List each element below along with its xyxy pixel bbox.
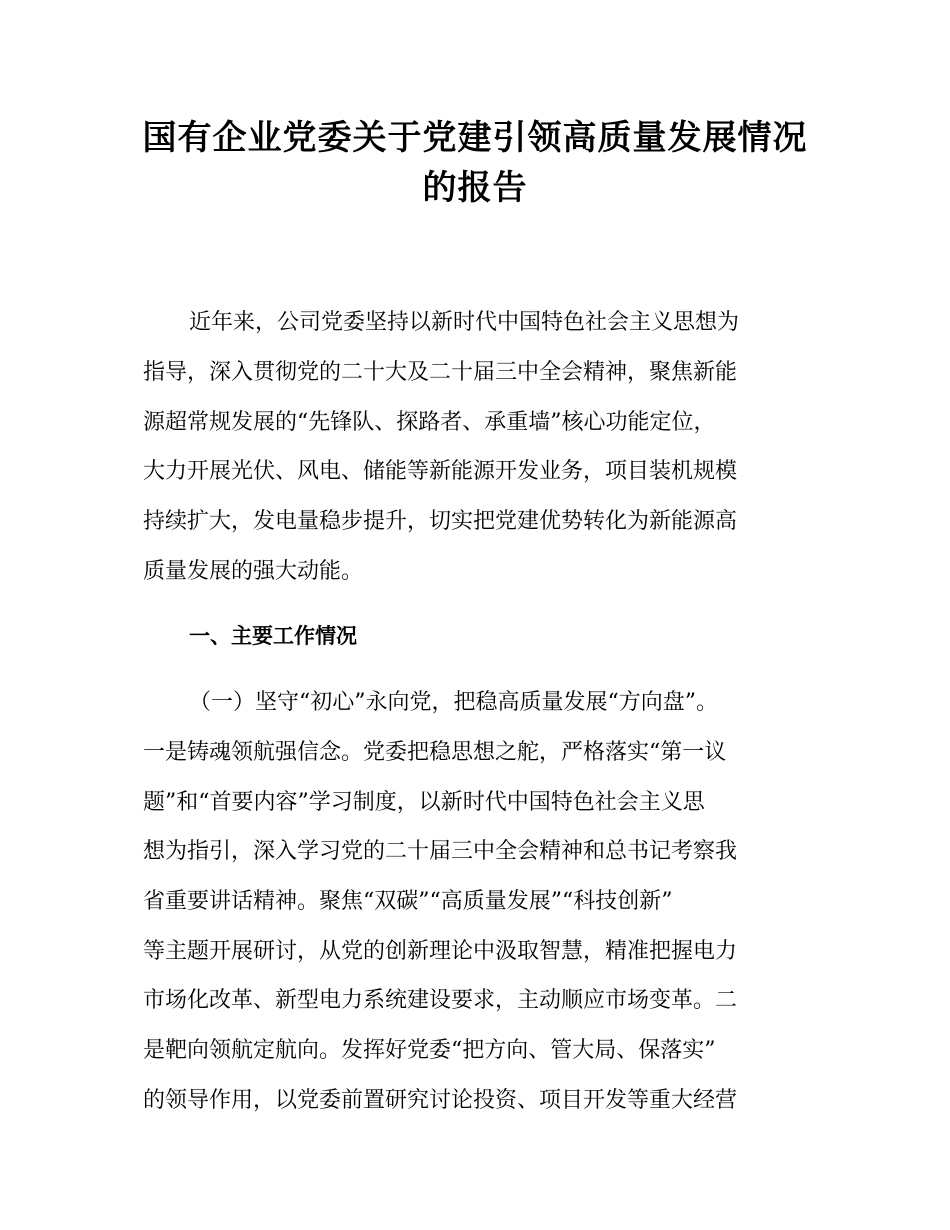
body-line: 想为指引，深入学习党的二十届三中全会精神和总书记考察我 [143, 839, 738, 864]
body-line: 题”和“首要内容”学习制度，以新时代中国特色社会主义思 [143, 790, 705, 815]
body-line: 一是铸魂领航强信念。党委把稳思想之舵，严格落实“第一议 [143, 740, 727, 765]
document-title-line-1: 国有企业党委关于党建引领高质量发展情况 [142, 118, 808, 158]
body-line: 是靶向领航定航向。发挥好党委“把方向、管大局、保落实” [143, 1038, 716, 1063]
intro-line: 指导，深入贯彻党的二十大及二十届三中全会精神，聚焦新能 [143, 360, 738, 385]
intro-line: 大力开展光伏、风电、储能等新能源开发业务，项目装机规模 [143, 459, 738, 484]
document-title-line-2: 的报告 [422, 168, 528, 208]
intro-line: 源超常规发展的“先锋队、探路者、承重墙”核心功能定位， [143, 410, 716, 435]
body-line: 市场化改革、新型电力系统建设要求，主动顺应市场变革。二 [143, 988, 738, 1013]
body-line: （一）坚守“初心”永向党，把稳高质量发展“方向盘”。 [189, 690, 718, 715]
intro-line: 质量发展的强大动能。 [143, 559, 364, 584]
intro-line: 持续扩大，发电量稳步提升，切实把党建优势转化为新能源高 [143, 509, 738, 534]
section-heading: 一、主要工作情况 [189, 624, 357, 648]
body-line: 的领导作用，以党委前置研究讨论投资、项目开发等重大经营 [143, 1088, 738, 1113]
body-line: 省重要讲话精神。聚焦“双碳”“高质量发展”“科技创新” [143, 889, 673, 914]
body-line: 等主题开展研讨，从党的创新理论中汲取智慧，精准把握电力 [143, 939, 738, 964]
intro-line: 近年来，公司党委坚持以新时代中国特色社会主义思想为 [189, 310, 740, 335]
